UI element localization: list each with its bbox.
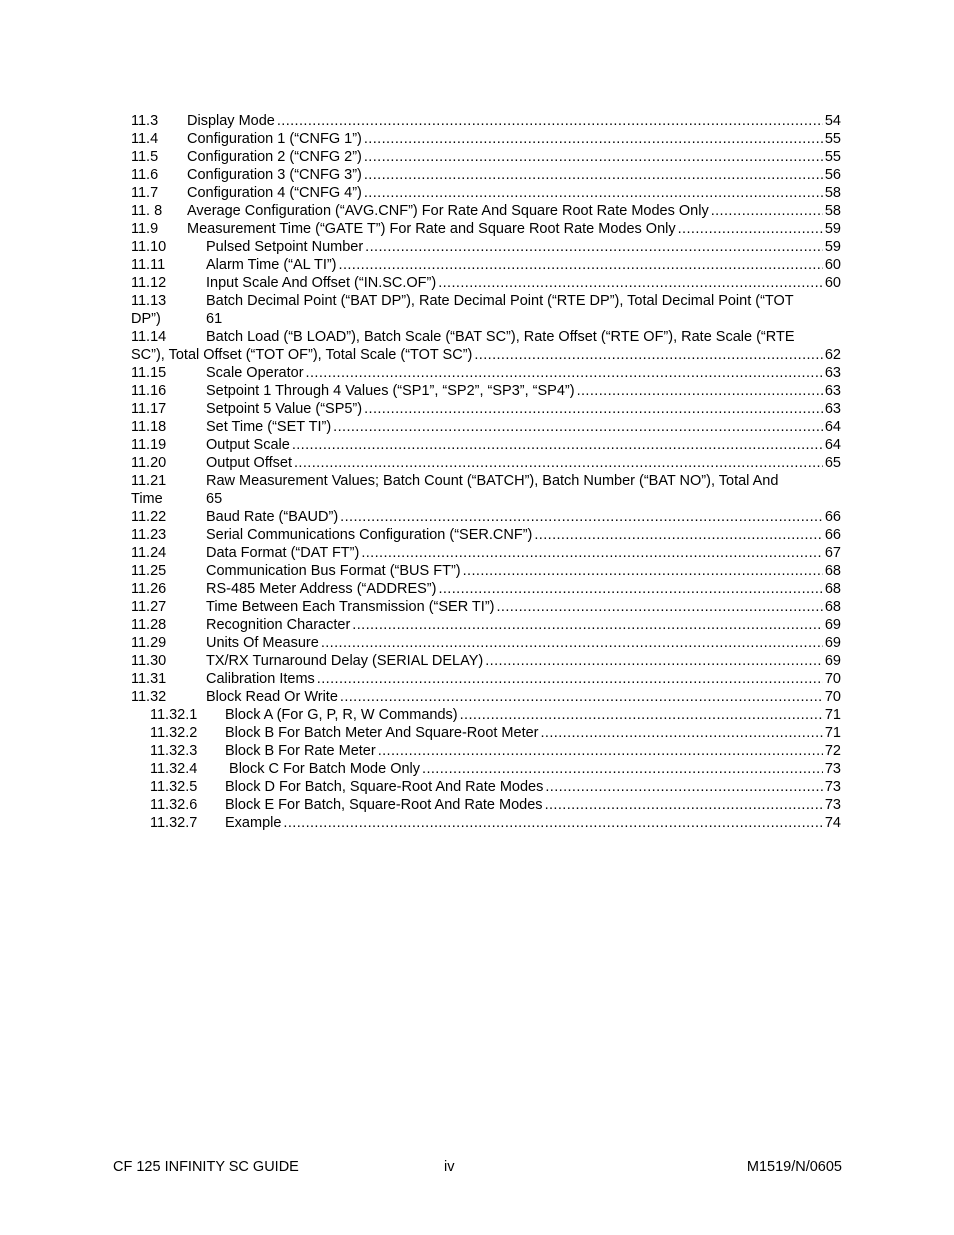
toc-entry[interactable] [131, 184, 841, 202]
toc-entry[interactable] [131, 508, 841, 526]
toc-dot-leader [361, 544, 823, 562]
toc-entry-page: 73 [824, 761, 841, 777]
toc-entry-number: 11.9 [131, 221, 159, 237]
toc-entry-title: Display Mode [187, 113, 275, 129]
toc-entry-page: 55 [824, 149, 841, 165]
toc-entry-page: 59 [824, 221, 841, 237]
toc-dot-leader [438, 274, 823, 292]
toc-entry-number: 11.32.4 [150, 761, 198, 777]
toc-entry-page: 66 [824, 509, 841, 525]
toc-dot-leader [364, 130, 823, 148]
toc-entry-number: 11.4 [131, 131, 159, 147]
toc-dot-leader [545, 778, 823, 796]
toc-entry-number: 11.12 [131, 275, 167, 291]
toc-dot-leader [438, 580, 822, 598]
page-footer [113, 1159, 842, 1179]
toc-entry[interactable] [131, 706, 841, 724]
toc-entry-page: 55 [824, 131, 841, 147]
toc-entry-page: 64 [824, 437, 841, 453]
toc-entry-page: 63 [824, 383, 841, 399]
toc-entry-number: 11.18 [131, 419, 167, 435]
toc-dot-leader [277, 112, 823, 130]
toc-entry[interactable] [131, 796, 841, 814]
toc-entry-title: Setpoint 5 Value (“SP5”) [206, 401, 363, 417]
toc-entry[interactable] [131, 724, 841, 742]
toc-entry[interactable] [131, 418, 841, 436]
toc-entry-number: 11.20 [131, 455, 167, 471]
toc-entry-number: 11.17 [131, 401, 167, 417]
toc-entry-title-wrap: SC”), Total Offset (“TOT OF”), Total Scale (“TOT SC”) [131, 347, 473, 363]
toc-entry[interactable] [131, 112, 841, 130]
toc-entry-number: 11.13 [131, 293, 167, 309]
toc-entry[interactable] [131, 742, 841, 760]
toc-entry-page: 68 [824, 563, 841, 579]
toc-entry-page: 60 [824, 257, 841, 273]
toc-entry-number: 11.32.3 [150, 743, 198, 759]
toc-dot-leader [321, 634, 823, 652]
toc-entry-number: 11.7 [131, 185, 159, 201]
toc-entry-number: 11.24 [131, 545, 167, 561]
toc-dot-leader [541, 724, 823, 742]
toc-entry-number: 11. 8 [131, 203, 163, 219]
toc-dot-leader [485, 652, 823, 670]
toc-dot-leader [711, 202, 823, 220]
toc-entry[interactable] [131, 760, 841, 778]
toc-entry-number: 11.32 [131, 689, 167, 705]
toc-entry-number: 11.27 [131, 599, 167, 615]
toc-entry-title: Block C For Batch Mode Only [225, 761, 421, 777]
toc-entry-page: 54 [824, 113, 841, 129]
toc-entry-page: 69 [824, 635, 841, 651]
toc-entry[interactable] [131, 436, 841, 454]
toc-dot-leader [378, 742, 823, 760]
toc-entry-title: Block B For Batch Meter And Square-Root Meter [225, 725, 539, 741]
toc-entry[interactable] [131, 274, 841, 292]
toc-entry-page: 66 [824, 527, 841, 543]
toc-entry[interactable] [131, 148, 841, 166]
toc-entry[interactable] [131, 220, 841, 238]
toc-dot-leader [577, 382, 823, 400]
toc-dot-leader [339, 256, 823, 274]
toc-entry-title: Configuration 3 (“CNFG 3”) [187, 167, 362, 183]
toc-entry-page: 71 [824, 707, 841, 723]
toc-entry-title: Example [225, 815, 282, 831]
toc-entry-title: Output Offset [206, 455, 292, 471]
toc-entry-page: 58 [824, 185, 841, 201]
toc-entry[interactable] [131, 454, 841, 472]
toc-entry-number: 11.21 [131, 473, 167, 489]
toc-entry-page: 73 [824, 779, 841, 795]
toc-entry-title: RS-485 Meter Address (“ADDRES”) [206, 581, 437, 597]
toc-entry-page: 70 [824, 689, 841, 705]
toc-entry-title: Batch Load (“B LOAD”), Batch Scale (“BAT SC”), Rate Offset (“RTE OF”), Rate Scale (“RTE [206, 329, 795, 345]
toc-entry-title-wrap: Time [131, 491, 163, 507]
toc-entry[interactable] [131, 166, 841, 184]
toc-entry-page: 63 [824, 365, 841, 381]
toc-dot-leader [545, 796, 823, 814]
toc-entry-title: Recognition Character [206, 617, 351, 633]
toc-entry[interactable] [131, 778, 841, 796]
footer-document-title: CF 125 INFINITY SC GUIDE [113, 1159, 299, 1175]
toc-entry-title: TX/RX Turnaround Delay (SERIAL DELAY) [206, 653, 484, 669]
toc-entry-page: 58 [824, 203, 841, 219]
toc-entry-page: 70 [824, 671, 841, 687]
toc-entry-title: Output Scale [206, 437, 290, 453]
toc-entry-page: 60 [824, 275, 841, 291]
toc-entry-title: Setpoint 1 Through 4 Values (“SP1”, “SP2”, “SP3”, “SP4”) [206, 383, 575, 399]
toc-entry-title: Set Time (“SET TI”) [206, 419, 332, 435]
toc-dot-leader [364, 166, 823, 184]
toc-entry-number: 11.25 [131, 563, 167, 579]
toc-entry-number: 11.31 [131, 671, 167, 687]
toc-dot-leader [474, 346, 823, 364]
toc-entry-page: 68 [824, 581, 841, 597]
toc-entry-title: Serial Communications Configuration (“SER.CNF”) [206, 527, 533, 543]
toc-dot-leader [496, 598, 822, 616]
toc-entry[interactable] [131, 652, 841, 670]
toc-entry-page: 63 [824, 401, 841, 417]
toc-entry[interactable] [131, 580, 841, 598]
toc-entry-title: Block D For Batch, Square-Root And Rate Modes [225, 779, 544, 795]
toc-entry-page: 73 [824, 797, 841, 813]
toc-entry[interactable] [131, 526, 841, 544]
toc-entry[interactable] [131, 328, 841, 364]
toc-entry-number: 11.32.6 [150, 797, 198, 813]
toc-dot-leader [352, 616, 823, 634]
toc-entry-title: Block E For Batch, Square-Root And Rate Modes [225, 797, 543, 813]
toc-entry-title: Alarm Time (“AL TI”) [206, 257, 337, 273]
toc-entry-number: 11.10 [131, 239, 167, 255]
toc-entry-title: Raw Measurement Values; Batch Count (“BATCH”), Batch Number (“BAT NO”), Total And [206, 473, 779, 489]
toc-entry-title: Data Format (“DAT FT”) [206, 545, 360, 561]
toc-dot-leader [422, 760, 823, 778]
toc-entry-title: Configuration 1 (“CNFG 1”) [187, 131, 362, 147]
toc-entry[interactable] [131, 544, 841, 562]
toc-entry-number: 11.32.5 [150, 779, 198, 795]
toc-dot-leader [364, 400, 823, 418]
toc-dot-leader [317, 670, 823, 688]
toc-entry-title: Scale Operator [206, 365, 304, 381]
toc-entry-title: Average Configuration (“AVG.CNF”) For Rate And Square Root Rate Modes Only [187, 203, 709, 219]
toc-entry-page: 65 [206, 491, 223, 507]
toc-entry-page: 62 [824, 347, 841, 363]
toc-entry-number: 11.5 [131, 149, 159, 165]
toc-entry-title: Calibration Items [206, 671, 315, 687]
toc-entry[interactable] [131, 472, 841, 508]
toc-entry-title: Block A (For G, P, R, W Commands) [225, 707, 458, 723]
toc-dot-leader [678, 220, 823, 238]
toc-entry-page: 64 [824, 419, 841, 435]
toc-entry[interactable] [131, 598, 841, 616]
toc-dot-leader [463, 562, 823, 580]
toc-dot-leader [364, 184, 823, 202]
toc-entry-page: 61 [206, 311, 223, 327]
toc-entry[interactable] [131, 814, 841, 832]
toc-entry-number: 11.26 [131, 581, 167, 597]
toc-dot-leader [365, 238, 823, 256]
toc-entry[interactable] [131, 400, 841, 418]
toc-entry-title: Block B For Rate Meter [225, 743, 376, 759]
toc-entry-page: 56 [824, 167, 841, 183]
toc-entry-title-wrap: DP”) [131, 311, 161, 327]
toc-entry-page: 59 [824, 239, 841, 255]
toc-entry[interactable] [131, 130, 841, 148]
toc-entry[interactable] [131, 364, 841, 382]
toc-entry-page: 69 [824, 617, 841, 633]
toc-entry-page: 67 [824, 545, 841, 561]
toc-entry[interactable] [131, 202, 841, 220]
footer-document-code: M1519/N/0605 [746, 1159, 842, 1175]
toc-entry-number: 11.6 [131, 167, 159, 183]
toc-entry-title: Block Read Or Write [206, 689, 338, 705]
toc-entry-number: 11.29 [131, 635, 167, 651]
toc-entry-page: 68 [824, 599, 841, 615]
toc-entry-number: 11.11 [131, 257, 166, 273]
toc-entry-number: 11.32.1 [150, 707, 198, 723]
toc-entry-title: Input Scale And Offset (“IN.SC.OF”) [206, 275, 437, 291]
toc-entry-number: 11.15 [131, 365, 167, 381]
toc-dot-leader [460, 706, 823, 724]
toc-entry-number: 11.22 [131, 509, 167, 525]
toc-entry[interactable] [131, 382, 841, 400]
toc-entry-number: 11.19 [131, 437, 167, 453]
toc-entry-number: 11.32.7 [150, 815, 198, 831]
toc-entry-page: 74 [824, 815, 841, 831]
toc-entry-number: 11.23 [131, 527, 167, 543]
toc-entry-title: Units Of Measure [206, 635, 319, 651]
toc-entry[interactable] [131, 562, 841, 580]
toc-entry-title: Measurement Time (“GATE T”) For Rate and Square Root Rate Modes Only [187, 221, 676, 237]
toc-entry-number: 11.14 [131, 329, 167, 345]
table-of-contents [131, 112, 841, 832]
toc-entry-number: 11.32.2 [150, 725, 198, 741]
toc-entry-page: 72 [824, 743, 841, 759]
toc-entry[interactable] [131, 238, 841, 256]
toc-entry-title: Configuration 2 (“CNFG 2”) [187, 149, 362, 165]
toc-entry[interactable] [131, 688, 841, 706]
toc-entry[interactable] [131, 256, 841, 274]
toc-entry-title: Time Between Each Transmission (“SER TI”) [206, 599, 495, 615]
toc-entry-title: Batch Decimal Point (“BAT DP”), Rate Decimal Point (“RTE DP”), Total Decimal Point (“TOT [206, 293, 794, 309]
toc-dot-leader [306, 364, 823, 382]
toc-entry[interactable] [131, 670, 841, 688]
toc-dot-leader [294, 454, 823, 472]
toc-entry-number: 11.3 [131, 113, 159, 129]
toc-dot-leader [340, 508, 823, 526]
toc-entry[interactable] [131, 634, 841, 652]
toc-entry-title: Communication Bus Format (“BUS FT”) [206, 563, 461, 579]
toc-entry-title: Configuration 4 (“CNFG 4”) [187, 185, 362, 201]
toc-entry-title: Baud Rate (“BAUD”) [206, 509, 339, 525]
toc-dot-leader [340, 688, 823, 706]
toc-dot-leader [283, 814, 822, 832]
toc-entry-page: 71 [824, 725, 841, 741]
toc-dot-leader [534, 526, 823, 544]
toc-entry[interactable] [131, 616, 841, 634]
toc-entry-number: 11.28 [131, 617, 167, 633]
toc-entry-number: 11.30 [131, 653, 167, 669]
toc-entry-number: 11.16 [131, 383, 167, 399]
toc-dot-leader [333, 418, 823, 436]
toc-entry[interactable] [131, 292, 841, 328]
toc-entry-title: Pulsed Setpoint Number [206, 239, 364, 255]
toc-entry-page: 65 [824, 455, 841, 471]
toc-dot-leader [292, 436, 823, 454]
toc-dot-leader [364, 148, 823, 166]
toc-entry-page: 69 [824, 653, 841, 669]
footer-page-number: iv [444, 1159, 455, 1175]
